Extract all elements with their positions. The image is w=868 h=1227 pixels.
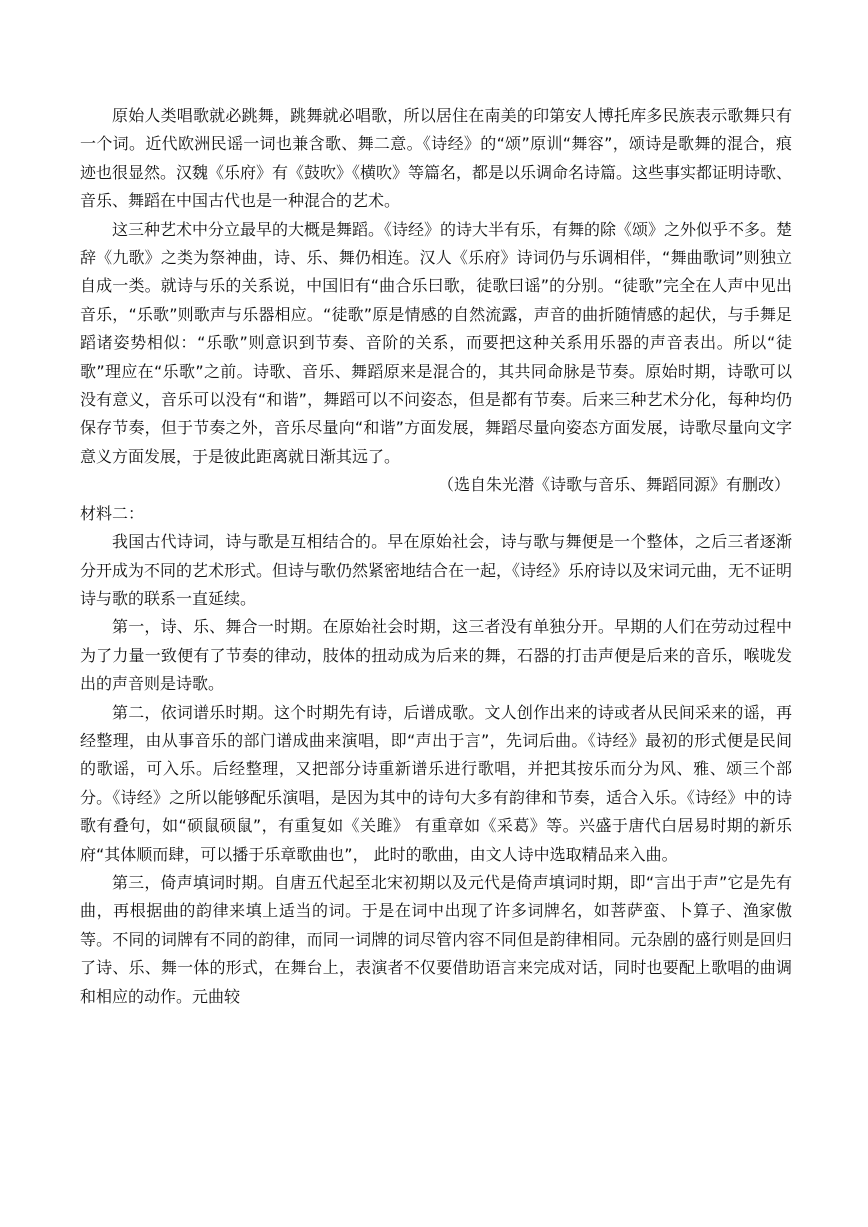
material1-paragraph-1: 原始人类唱歌就必跳舞，跳舞就必唱歌，所以居住在南美的印第安人博托库多民族表示歌舞只有一个词。近代欧洲民谣一词也兼含歌、舞二意。《诗经》的“颂”原训“舞容”，颂诗是歌舞的混合，痕迹也很显然。汉魏《乐府》有《鼓吹》《横吹》等篇名，都是以乐调命名诗篇。这些事实都证明诗歌、音乐、舞蹈在中国古代也是一种混合的艺术。 <box>80 106 793 211</box>
material2-paragraph-4: 第三，倚声填词时期。自唐五代起至北宋初期以及元代是倚声填词时期，即“言出于声”它是先有曲，再根据曲的韵律来填上适当的词。于是在词中出现了许多词牌名，如菩萨蛮、卜算子、渔家傲等。不同的词牌有不同的韵律，而同一词牌的词尽管内容不同但是韵律相同。元杂剧的盛行则是回归了诗、乐、舞一体的形式，在舞台上，表演者不仅要借助语言来完成对话，同时也要配上歌唱的曲调和相应的动作。元曲较 <box>80 872 792 1006</box>
material1-source: （选自朱光潜《诗歌与音乐、舞蹈同源》有删改） <box>437 475 790 495</box>
material2-paragraph-3: 第二，依词谱乐时期。这个时期先有诗，后谱成歌。文人创作出来的诗或者从民间采来的谣，再经整理，由从事音乐的部门谱成曲来演唱，即“声出于言”，先词后曲。《诗经》最初的形式便是民间的歌谣，可入乐。后经整理，又把部分诗重新谱乐进行歌唱，并把其按乐而分为风、雅、颂三个部分。《诗经》之所以能够配乐演唱，是因为其中的诗句大多有韵律和节奏，适合入乐。《诗经》中的诗歌有叠句，如“硕鼠硕鼠”，有重复如《关雎》 有重章如《采葛》等。兴盛于唐代白居易时期的新乐府“其体顺而肆，可以播于乐章歌曲也”， 此时的歌曲，由文人诗中选取精品来入曲。 <box>80 702 792 864</box>
material2-paragraph-1: 我国古代诗词，诗与歌是互相结合的。早在原始社会，诗与歌与舞便是一个整体，之后三者逐渐分开成为不同的艺术形式。但诗与歌仍然紧密地结合在一起，《诗经》乐府诗以及宋词元曲，无不证明诗与歌的联系一直延续。 <box>80 532 793 608</box>
material2-heading: 材料二： <box>80 503 145 523</box>
document-page <box>80 102 792 1011</box>
material1-paragraph-2: 这三种艺术中分立最早的大概是舞蹈。《诗经》的诗大半有乐，有舞的除《颂》之外似乎不多。楚辞《九歌》之类为祭神曲，诗、乐、舞仍相连。汉人《乐府》诗词仍与乐调相伴，“舞曲歌词”则独立自成一类。就诗与乐的关系说，中国旧有“曲合乐曰歌，徒歌曰谣”的分别。“徒歌”完全在人声中见出音乐，“乐歌”则歌声与乐器相应。“徒歌”原是情感的自然流露，声音的曲折随情感的起伏，与手舞足蹈诸姿势相似：“乐歌”则意识到节奏、音阶的关系，而要把这种关系用乐器的声音表出。所以“徒歌”理应在“乐歌”之前。诗歌、音乐、舞蹈原来是混合的，其共同命脉是节奏。原始时期，诗歌可以没有意义，音乐可以没有“和谐”，舞蹈可以不问姿态，但是都有节奏。后来三种艺术分化，每种均仍保存节奏，但于节奏之外，音乐尽量向“和谐”方面发展，舞蹈尽量向姿态方面发展，诗歌尽量向文字意义方面发展，于是彼此距离就日渐其远了。 <box>80 219 793 466</box>
material2-paragraph-2: 第一，诗、乐、舞合一时期。在原始社会时期，这三者没有单独分开。早期的人们在劳动过程中为了力量一致便有了节奏的律动，肢体的扭动成为后来的舞，石器的打击声便是后来的音乐，喉咙发出的声音则是诗歌。 <box>80 617 792 694</box>
